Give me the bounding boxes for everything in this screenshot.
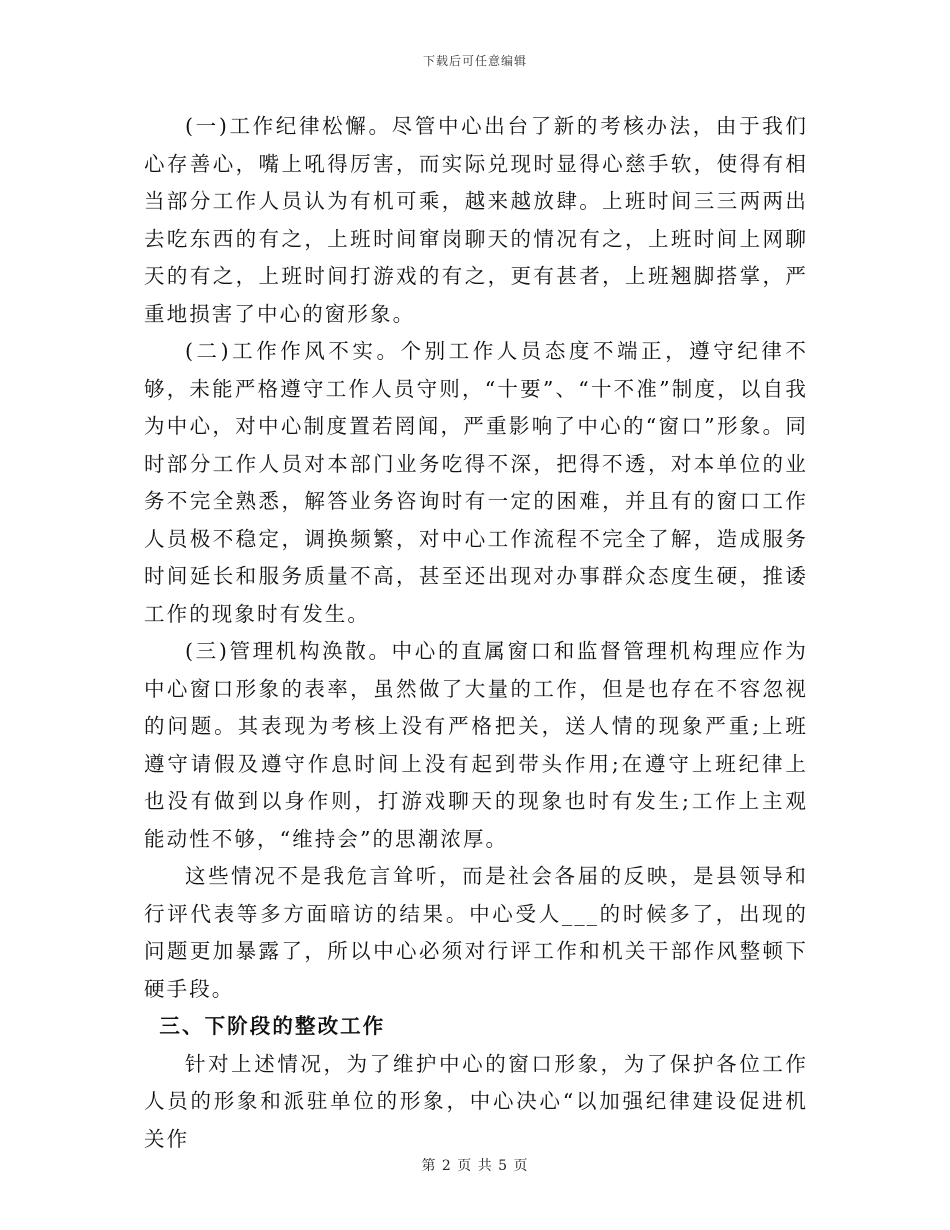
document-body: [144, 108, 808, 1158]
paragraph-summary: 这些情况不是我危言耸听，而是社会各届的反映，是县领导和行评代表等多方面暗访的结果。中心受人___的时候多了，出现的问题更加暴露了，所以中心必须对行评工作和机关干部作风整顿下硬手段。: [144, 864, 808, 1001]
page-number: 第 2 页 共 5 页: [421, 1158, 529, 1174]
section-heading: 三、下阶段的整改工作: [159, 1014, 386, 1038]
page-header-note: 下载后可任意编辑: [422, 54, 527, 68]
paragraph-management: (三)管理机构涣散。中心的直属窗口和监督管理机构理应作为中心窗口形象的表率，虽然做了大量的工作，但是也存在不容忽视的问题。其表现为考核上没有严格把关，送人情的现象严重;上班遵守请假及遵守作息时间上没有起到带头作用;在遵守上班纪律上也没有做到以身作则，打游戏聊天的现象也时有发生;工作上主观能动性不够，“维持会”的思潮浓厚。: [144, 639, 808, 851]
paragraph-rectification: 针对上述情况，为了维护中心的窗口形象，为了保护各位工作人员的形象和派驻单位的形象，中心决心“以加强纪律建设促进机关作: [144, 1051, 808, 1151]
paragraph-discipline: (一)工作纪律松懈。尽管中心出台了新的考核办法，由于我们心存善心，嘴上吼得厉害，而实际兑现时显得心慈手软，使得有相当部分工作人员认为有机可乘，越来越放肆。上班时间三三两两出去吃东西的有之，上班时间窜岗聊天的情况有之，上班时间上网聊天的有之，上班时间打游戏的有之，更有甚者，上班翘脚搭掌，严重地损害了中心的窗形象。: [144, 114, 808, 326]
paragraph-work-style: (二)工作作风不实。个别工作人员态度不端正，遵守纪律不够，未能严格遵守工作人员守则，“十要”、“十不准”制度，以自我为中心，对中心制度置若罔闻，严重影响了中心的“窗口”形象。同时部分工作人员对本部门业务吃得不深，把得不透，对本单位的业务不完全熟悉，解答业务咨询时有一定的困难，并且有的窗口工作人员极不稳定，调换频繁，对中心工作流程不完全了解，造成服务时间延长和服务质量不高，甚至还出现对办事群众态度生硬，推诿工作的现象时有发生。: [144, 339, 808, 626]
